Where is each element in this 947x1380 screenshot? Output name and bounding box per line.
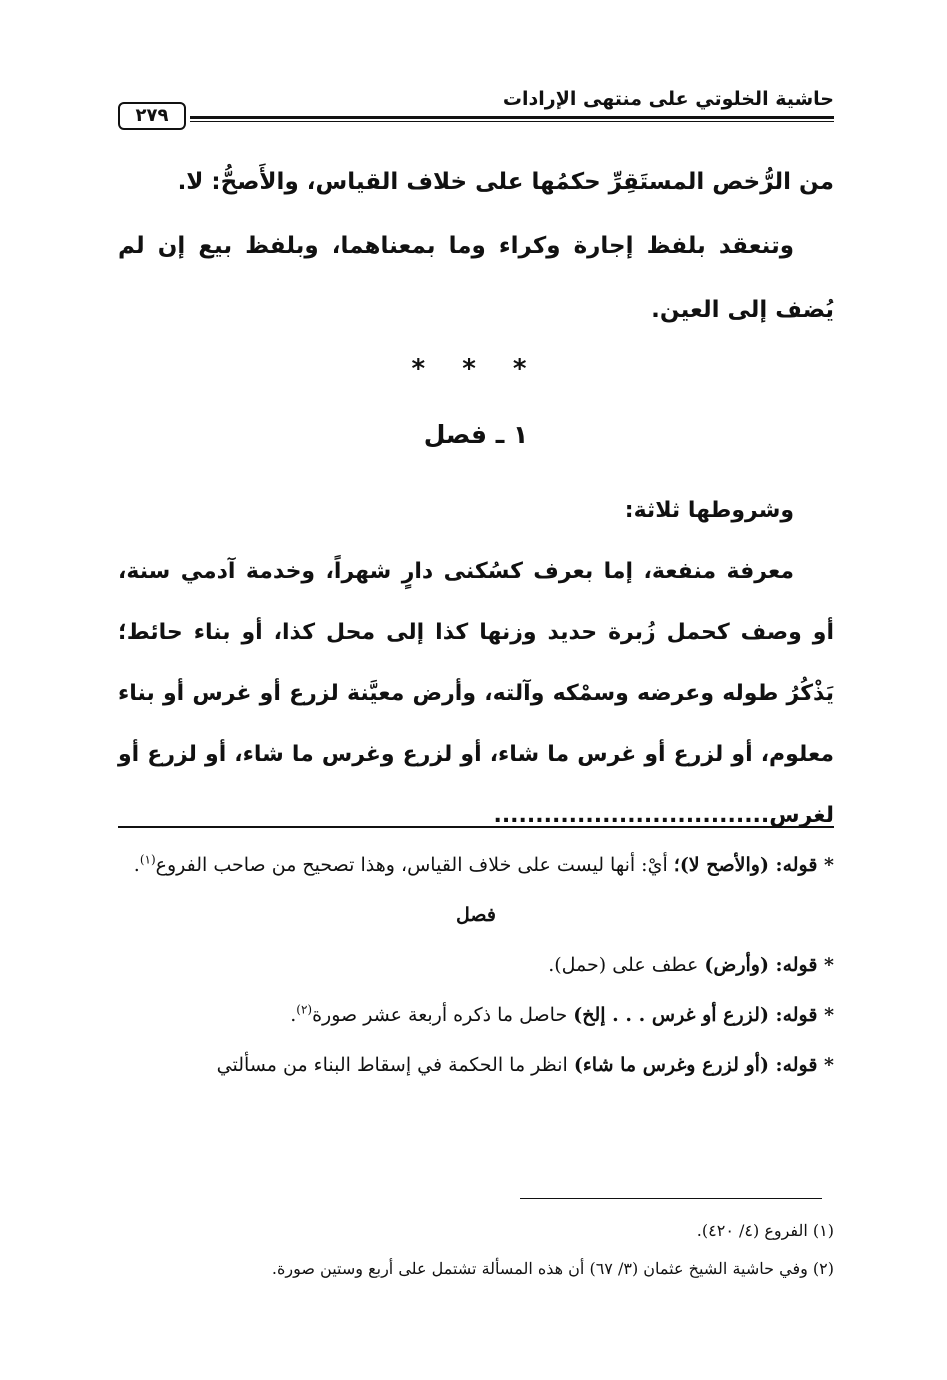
main-text <box>118 150 834 342</box>
header-rule <box>190 116 834 119</box>
running-title: حاشية الخلوتي على منتهى الإرادات <box>502 88 834 110</box>
section-separator: * * * <box>411 354 541 384</box>
commentary-text: أيْ: أنها ليست على خلاف القياس، وهذا تصحيح من صاحب الفروع <box>155 854 668 876</box>
commentary-note-3 <box>118 990 834 1040</box>
punctuation: . <box>133 854 140 876</box>
main-paragraph-3: وشروطها ثلاثة: <box>624 498 794 523</box>
commentary-note-1 <box>118 840 834 890</box>
main-paragraph-2: وتنعقد بلفظ إجارة وكراء وما بمعناهما، وبلفظ بيع إن لم يُضف إلى العين. <box>118 233 834 323</box>
header-rule-thin <box>190 121 834 122</box>
page-number: ٢٧٩ <box>118 102 186 130</box>
main-paragraph-1: من الرُّخص المستَقِرِّ حكمُها على خلاف القياس، والأَصحُّ: لا. <box>177 169 834 195</box>
commentary-divider <box>118 826 834 828</box>
commentary-text: حاصل ما ذكره أربعة عشر صورة <box>312 1004 568 1026</box>
footnote-ref: (٢) <box>296 1002 313 1017</box>
commentary-note-4 <box>118 1040 834 1090</box>
footnotes <box>118 1212 834 1288</box>
footnote-2: (٢) وفي حاشية الشيخ عثمان (٣/ ٦٧) أن هذه المسألة تشتمل على أربع وستين صورة. <box>271 1259 834 1278</box>
footnote-ref: (١) <box>139 852 156 867</box>
dotted-leader: ................................. <box>493 803 770 828</box>
commentary-lead: * قوله: (وأرض) <box>704 954 834 976</box>
commentary-lead: * قوله: (لزرع أو غرس . . . إلخ) <box>573 1004 834 1026</box>
page-header <box>118 88 834 126</box>
main-text-section <box>118 480 834 846</box>
commentary-text: عطف على (حمل). <box>548 954 699 976</box>
commentary-section-title: فصل <box>456 904 496 926</box>
commentary-section <box>118 840 834 1090</box>
commentary-lead: * قوله: (والأصح لا)؛ <box>673 854 834 876</box>
commentary-note-2 <box>118 940 834 990</box>
commentary-lead: * قوله: (أو لزرع وغرس ما شاء) <box>573 1054 834 1076</box>
footnote-1: (١) الفروع (٤/ ٤٢٠). <box>696 1221 834 1240</box>
commentary-text: انظر ما الحكمة في إسقاط البناء من مسألتي <box>216 1054 568 1076</box>
main-paragraph-4-text: معرفة منفعة، إما بعرف كسُكنى دارٍ شهراً، وخدمة آدمي سنة، أو وصف كحمل زُبرة حديد وزنها كذا إلى محل كذا، أو بناء حائط؛ يَذْكُرُ طوله وعرضه وسمْكه وآلته، وأرض معيَّنة لزرع أو غرس أو بناء معلوم، أو لزرع أو غرس ما شاء، أو لزرع وغرس ما شاء، أو لزرع أو لغرس <box>118 559 834 828</box>
main-paragraph-4 <box>118 541 834 846</box>
section-title: ١ ـ فصل <box>423 420 529 449</box>
punctuation: . <box>290 1004 297 1026</box>
footnote-divider <box>520 1198 822 1199</box>
